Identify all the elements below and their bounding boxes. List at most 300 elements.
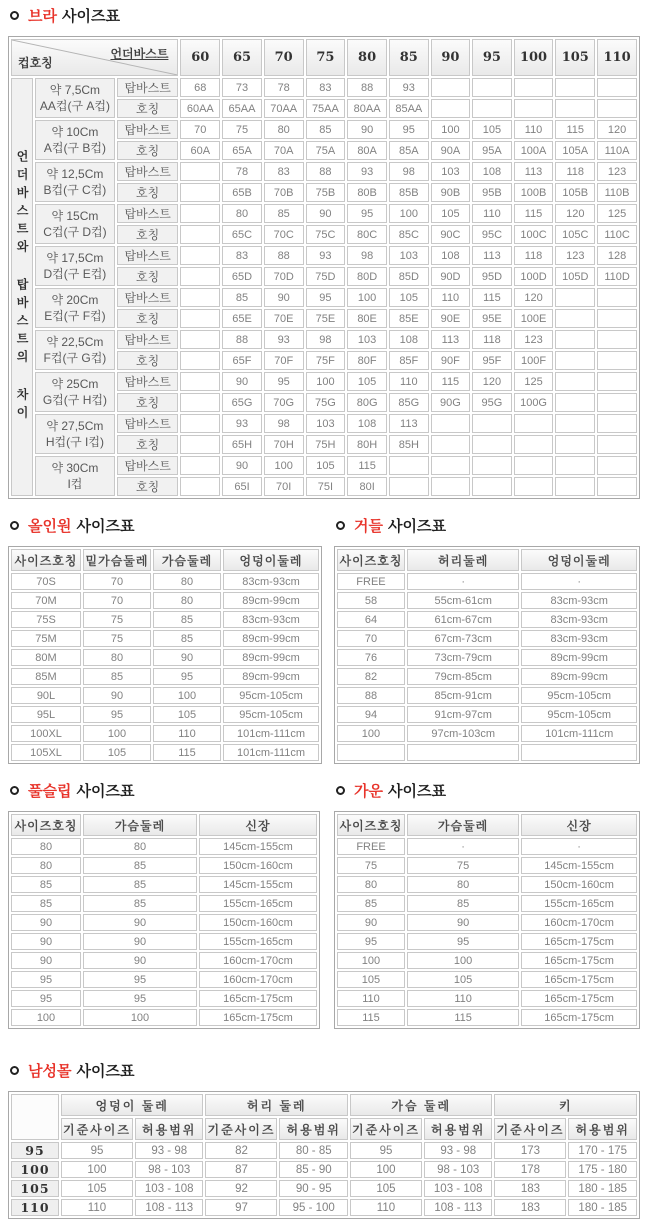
value-cell: 100: [83, 1009, 197, 1026]
size-name-cell: 75B: [306, 183, 346, 202]
size-name-cell: 60A: [180, 141, 220, 160]
value-cell: 95: [153, 668, 221, 685]
underbust-corner-label: 언더바스트: [110, 47, 169, 61]
size-name-cell: 105C: [555, 225, 595, 244]
value-cell: 95cm-105cm: [223, 687, 319, 704]
size-name-cell: 70I: [264, 477, 304, 496]
value-cell: 105: [61, 1180, 133, 1197]
topbust-value-cell: 115: [472, 288, 512, 307]
topbust-value-cell: [472, 414, 512, 433]
value-cell: 98 - 103: [135, 1161, 204, 1178]
table-row: [11, 573, 319, 590]
size-name-cell: [180, 183, 220, 202]
value-cell: 97: [205, 1199, 277, 1216]
value-cell: 95: [337, 933, 405, 950]
size-name-cell: 85D: [389, 267, 429, 286]
topbust-value-cell: [431, 414, 471, 433]
size-name-cell: 75C: [306, 225, 346, 244]
topbust-value-cell: 110: [472, 204, 512, 223]
cup-name-label: F컵(구 G컵): [43, 351, 107, 365]
topbust-value-cell: 93: [389, 78, 429, 97]
value-cell: 76: [337, 649, 405, 666]
value-cell: 85M: [11, 668, 81, 685]
topbust-row-label: 탑바스트: [117, 162, 179, 181]
size-name-cell: 90C: [431, 225, 471, 244]
value-cell: 88: [337, 687, 405, 704]
cup-diff-label: 약 15Cm: [51, 209, 99, 223]
table-row: [11, 706, 319, 723]
value-cell: 58: [337, 592, 405, 609]
topbust-value-cell: 113: [472, 246, 512, 265]
size-name-cell: 100A: [514, 141, 554, 160]
value-cell: 98 - 103: [424, 1161, 493, 1178]
girdle-section-title: [336, 515, 640, 536]
size-name-cell: 80D: [347, 267, 387, 286]
value-cell: 89cm-99cm: [521, 649, 637, 666]
topbust-value-cell: 120: [514, 288, 554, 307]
topbust-value-cell: 110: [389, 372, 429, 391]
mens-size-row: [11, 1161, 637, 1178]
side-label: 언더바스트와 탑바스트의 차이: [15, 150, 29, 424]
size-name-cell: [389, 477, 429, 496]
size-name-cell: 80AA: [347, 99, 387, 118]
value-cell: 64: [337, 611, 405, 628]
value-cell: 80 - 85: [279, 1142, 348, 1159]
value-cell: 83cm-93cm: [223, 611, 319, 628]
name-row-label: 호칭: [117, 225, 179, 244]
topbust-value-cell: 98: [389, 162, 429, 181]
size-name-cell: [180, 309, 220, 328]
allinone-section: [8, 515, 334, 764]
table-row: [337, 971, 637, 988]
cup-diff-label: 약 7,5Cm: [49, 83, 101, 97]
value-cell: 73cm-79cm: [407, 649, 519, 666]
cup-label-cell: [35, 330, 115, 370]
table-row: [11, 857, 317, 874]
value-cell: 165cm-175cm: [521, 1009, 637, 1026]
topbust-value-cell: 105: [431, 204, 471, 223]
underbust-column-header: 70: [264, 39, 304, 76]
size-name-cell: 95C: [472, 225, 512, 244]
value-cell: 108 - 113: [135, 1199, 204, 1216]
table-row: [11, 725, 319, 742]
size-name-cell: 95F: [472, 351, 512, 370]
size-name-cell: 100B: [514, 183, 554, 202]
topbust-value-cell: 93: [306, 246, 346, 265]
size-name-cell: 65F: [222, 351, 262, 370]
gown-title-em: 가운: [354, 783, 383, 800]
blank-corner-cell: [11, 1094, 59, 1140]
topbust-value-cell: [597, 288, 637, 307]
value-cell: 90: [11, 914, 81, 931]
topbust-value-cell: 95: [347, 204, 387, 223]
topbust-value-cell: 110: [514, 120, 554, 139]
value-cell: ·: [407, 573, 519, 590]
cup-diff-label: 약 20Cm: [51, 293, 99, 307]
size-name-cell: [180, 477, 220, 496]
value-cell: 90: [153, 649, 221, 666]
size-name-cell: 85AA: [389, 99, 429, 118]
value-cell: 89cm-99cm: [223, 630, 319, 647]
topbust-value-cell: 100: [431, 120, 471, 139]
table-row: [11, 611, 319, 628]
size-name-cell: 70G: [264, 393, 304, 412]
topbust-value-cell: 115: [514, 204, 554, 223]
cup-label-cell: [35, 456, 115, 496]
table-row: [11, 990, 317, 1007]
value-cell: 160cm-170cm: [199, 971, 317, 988]
value-cell: 180 - 185: [568, 1180, 637, 1197]
size-name-cell: [555, 99, 595, 118]
size-name-cell: [555, 351, 595, 370]
topbust-value-cell: 123: [597, 162, 637, 181]
gown-size-table: [334, 811, 640, 1029]
size-name-cell: 110C: [597, 225, 637, 244]
cup-diff-label: 약 27,5Cm: [46, 419, 104, 433]
size-name-cell: 85B: [389, 183, 429, 202]
bra-topbust-row: [11, 78, 637, 97]
column-header: 사이즈호칭: [11, 814, 81, 836]
size-name-cell: [555, 435, 595, 454]
cup-label-cell: [35, 414, 115, 454]
size-name-cell: [180, 435, 220, 454]
value-cell: [407, 744, 519, 761]
size-name-cell: [597, 435, 637, 454]
bra-topbust-row: [11, 372, 637, 391]
value-cell: 145cm-155cm: [199, 876, 317, 893]
cup-name-label: AA컵(구 A컵): [39, 99, 110, 113]
cup-diff-label: 약 17,5Cm: [46, 251, 104, 265]
topbust-value-cell: 103: [389, 246, 429, 265]
side-label-cell: [11, 78, 33, 496]
fullslip-section-title: [10, 780, 334, 801]
value-cell: 105: [153, 706, 221, 723]
size-name-cell: 70D: [264, 267, 304, 286]
name-row-label: 호칭: [117, 267, 179, 286]
topbust-value-cell: 120: [555, 204, 595, 223]
topbust-value-cell: 108: [347, 414, 387, 433]
table-row: [11, 971, 317, 988]
table-row: [337, 895, 637, 912]
size-name-cell: [431, 435, 471, 454]
underbust-column-header: 105: [555, 39, 595, 76]
topbust-value-cell: 83: [306, 78, 346, 97]
value-cell: 80: [153, 573, 221, 590]
table-row: [337, 838, 637, 855]
fullslip-size-table: [8, 811, 320, 1029]
value-cell: 80: [83, 838, 197, 855]
measure-group-header: 허리 둘레: [205, 1094, 348, 1116]
measure-group-header: 가슴 둘레: [350, 1094, 493, 1116]
topbust-value-cell: [597, 372, 637, 391]
size-name-cell: 65E: [222, 309, 262, 328]
table-row: [11, 876, 317, 893]
cup-name-label: D컵(구 E컵): [43, 267, 107, 281]
topbust-value-cell: 105: [306, 456, 346, 475]
bullet-icon: [336, 521, 345, 530]
name-row-label: 호칭: [117, 141, 179, 160]
value-cell: 95: [61, 1142, 133, 1159]
column-header: 사이즈호칭: [11, 549, 81, 571]
value-cell: 155cm-165cm: [521, 895, 637, 912]
topbust-value-cell: 85: [306, 120, 346, 139]
size-name-cell: 80E: [347, 309, 387, 328]
value-cell: 95cm-105cm: [223, 706, 319, 723]
value-cell: 82: [337, 668, 405, 685]
value-cell: 80M: [11, 649, 81, 666]
size-name-cell: 90B: [431, 183, 471, 202]
size-name-cell: 80C: [347, 225, 387, 244]
gown-section: [334, 780, 640, 1029]
bra-section: [8, 5, 640, 499]
cup-name-label: A컵(구 B컵): [43, 141, 106, 155]
value-cell: 110: [61, 1199, 133, 1216]
value-cell: ·: [521, 573, 637, 590]
table-row: [11, 744, 319, 761]
topbust-value-cell: 95: [306, 288, 346, 307]
topbust-value-cell: [180, 414, 220, 433]
topbust-value-cell: [555, 288, 595, 307]
cup-label-cell: [35, 204, 115, 244]
topbust-value-cell: 118: [472, 330, 512, 349]
value-cell: 150cm-160cm: [521, 876, 637, 893]
value-cell: 85: [83, 895, 197, 912]
topbust-value-cell: 113: [389, 414, 429, 433]
value-cell: 61cm-67cm: [407, 611, 519, 628]
topbust-row-label: 탑바스트: [117, 288, 179, 307]
value-cell: 150cm-160cm: [199, 857, 317, 874]
value-cell: 95cm-105cm: [521, 706, 637, 723]
value-cell: 110: [407, 990, 519, 1007]
mens-section: [8, 1060, 640, 1219]
value-cell: 155cm-165cm: [199, 895, 317, 912]
table-row: [337, 630, 637, 647]
name-row-label: 호칭: [117, 351, 179, 370]
value-cell: 95: [407, 933, 519, 950]
size-name-cell: 110D: [597, 267, 637, 286]
topbust-value-cell: 100: [389, 204, 429, 223]
measure-group-header: 엉덩이 둘레: [61, 1094, 204, 1116]
name-row-label: 호칭: [117, 99, 179, 118]
topbust-value-cell: 100: [264, 456, 304, 475]
size-name-cell: [597, 99, 637, 118]
column-header: 사이즈호칭: [337, 549, 405, 571]
value-cell: FREE: [337, 838, 405, 855]
topbust-row-label: 탑바스트: [117, 372, 179, 391]
size-name-cell: 75I: [306, 477, 346, 496]
value-cell: 173: [494, 1142, 566, 1159]
cup-label-cell: [35, 246, 115, 286]
size-name-cell: 95D: [472, 267, 512, 286]
allinone-title-em: 올인원: [28, 518, 72, 535]
allowed-range-header: 허용범위: [279, 1118, 348, 1140]
mens-size-row: [11, 1142, 637, 1159]
topbust-value-cell: 68: [180, 78, 220, 97]
name-row-label: 호칭: [117, 435, 179, 454]
value-cell: 75S: [11, 611, 81, 628]
underbust-column-header: 75: [306, 39, 346, 76]
size-name-cell: [555, 477, 595, 496]
size-name-cell: [472, 435, 512, 454]
topbust-value-cell: 90: [347, 120, 387, 139]
size-name-cell: [472, 99, 512, 118]
value-cell: 165cm-175cm: [199, 990, 317, 1007]
table-row: [11, 838, 317, 855]
topbust-value-cell: [597, 414, 637, 433]
value-cell: 85: [83, 668, 151, 685]
size-name-cell: 85H: [389, 435, 429, 454]
size-name-cell: [597, 393, 637, 412]
size-name-cell: 80B: [347, 183, 387, 202]
value-cell: 80: [11, 838, 81, 855]
topbust-value-cell: [389, 456, 429, 475]
value-cell: 103 - 108: [135, 1180, 204, 1197]
table-row: [11, 914, 317, 931]
topbust-value-cell: 88: [222, 330, 262, 349]
size-name-cell: 60AA: [180, 99, 220, 118]
topbust-row-label: 탑바스트: [117, 246, 179, 265]
value-cell: 89cm-99cm: [223, 668, 319, 685]
topbust-value-cell: 78: [264, 78, 304, 97]
value-cell: 83cm-93cm: [223, 573, 319, 590]
size-name-cell: 80I: [347, 477, 387, 496]
table-row: [337, 952, 637, 969]
size-name-cell: 65H: [222, 435, 262, 454]
cup-name-label: H컵(구 I컵): [45, 435, 104, 449]
value-cell: 97cm-103cm: [407, 725, 519, 742]
underbust-column-header: 100: [514, 39, 554, 76]
topbust-value-cell: 108: [389, 330, 429, 349]
value-cell: 155cm-165cm: [199, 933, 317, 950]
size-name-cell: 105D: [555, 267, 595, 286]
value-cell: 80: [153, 592, 221, 609]
size-name-cell: 65G: [222, 393, 262, 412]
topbust-value-cell: 98: [306, 330, 346, 349]
girdle-title-em: 거들: [354, 518, 383, 535]
topbust-value-cell: [514, 78, 554, 97]
value-cell: 178: [494, 1161, 566, 1178]
size-name-cell: [597, 351, 637, 370]
topbust-value-cell: 83: [222, 246, 262, 265]
cup-name-label: C컵(구 D컵): [43, 225, 107, 239]
table-row: [337, 611, 637, 628]
size-name-cell: 85A: [389, 141, 429, 160]
value-cell: 85: [337, 895, 405, 912]
underbust-column-header: 95: [472, 39, 512, 76]
value-cell: 105: [350, 1180, 422, 1197]
value-cell: 75: [407, 857, 519, 874]
size-row-label: 100: [11, 1161, 59, 1178]
value-cell: 85: [407, 895, 519, 912]
topbust-value-cell: 90: [306, 204, 346, 223]
value-cell: 93 - 98: [424, 1142, 493, 1159]
value-cell: [521, 744, 637, 761]
cup-name-label: G컵(구 H컵): [42, 393, 107, 407]
size-name-cell: 85C: [389, 225, 429, 244]
value-cell: 79cm-85cm: [407, 668, 519, 685]
table-row: [337, 857, 637, 874]
allinone-title-rest: 사이즈표: [76, 518, 135, 535]
table-row: [337, 990, 637, 1007]
size-name-cell: 65AA: [222, 99, 262, 118]
table-row: [337, 725, 637, 742]
bra-size-table: [8, 36, 640, 499]
size-name-cell: [555, 393, 595, 412]
topbust-value-cell: 80: [222, 204, 262, 223]
topbust-value-cell: 93: [264, 330, 304, 349]
size-row-label: 110: [11, 1199, 59, 1216]
value-cell: 100: [337, 952, 405, 969]
value-cell: 80: [337, 876, 405, 893]
size-name-cell: [555, 309, 595, 328]
bra-topbust-row: [11, 204, 637, 223]
size-name-cell: 65I: [222, 477, 262, 496]
cup-diff-label: 약 10Cm: [51, 125, 99, 139]
measure-group-header: 키: [494, 1094, 637, 1116]
column-header: 가슴둘레: [407, 814, 519, 836]
value-cell: 95: [11, 971, 81, 988]
mens-size-table: [8, 1091, 640, 1219]
topbust-value-cell: 118: [514, 246, 554, 265]
girdle-size-table: [334, 546, 640, 764]
column-header: 사이즈호칭: [337, 814, 405, 836]
size-name-cell: 75AA: [306, 99, 346, 118]
mens-group-header-row: [11, 1094, 637, 1116]
size-name-cell: 105B: [555, 183, 595, 202]
topbust-value-cell: 105: [389, 288, 429, 307]
size-name-cell: 85E: [389, 309, 429, 328]
topbust-value-cell: [514, 414, 554, 433]
bra-title-em: 브라: [28, 8, 57, 25]
value-cell: 90L: [11, 687, 81, 704]
size-name-cell: [514, 477, 554, 496]
mens-subheader-row: [11, 1118, 637, 1140]
value-cell: 70: [337, 630, 405, 647]
table-row: [11, 1009, 317, 1026]
value-cell: 95: [83, 990, 197, 1007]
topbust-value-cell: [597, 330, 637, 349]
size-name-cell: 105A: [555, 141, 595, 160]
table-row: [11, 952, 317, 969]
size-name-cell: 110B: [597, 183, 637, 202]
size-name-cell: 70B: [264, 183, 304, 202]
size-name-cell: [180, 225, 220, 244]
topbust-value-cell: 98: [347, 246, 387, 265]
topbust-value-cell: 73: [222, 78, 262, 97]
cup-label-cell: [35, 372, 115, 412]
cup-name-label: I컵: [67, 477, 83, 491]
value-cell: 67cm-73cm: [407, 630, 519, 647]
topbust-value-cell: [431, 456, 471, 475]
value-cell: 87: [205, 1161, 277, 1178]
base-size-header: 기준사이즈: [350, 1118, 422, 1140]
mens-title-em: 남성몰: [28, 1063, 72, 1080]
cup-diff-label: 약 30Cm: [51, 461, 99, 475]
topbust-value-cell: 120: [597, 120, 637, 139]
bullet-icon: [336, 786, 345, 795]
topbust-row-label: 탑바스트: [117, 204, 179, 223]
topbust-value-cell: [180, 162, 220, 181]
base-size-header: 기준사이즈: [61, 1118, 133, 1140]
column-header: 가슴둘레: [83, 814, 197, 836]
table-row: [11, 630, 319, 647]
bullet-icon: [10, 1066, 19, 1075]
value-cell: 95: [83, 971, 197, 988]
value-cell: 115: [337, 1009, 405, 1026]
value-cell: 103 - 108: [424, 1180, 493, 1197]
value-cell: 105: [83, 744, 151, 761]
gown-section-title: [336, 780, 640, 801]
